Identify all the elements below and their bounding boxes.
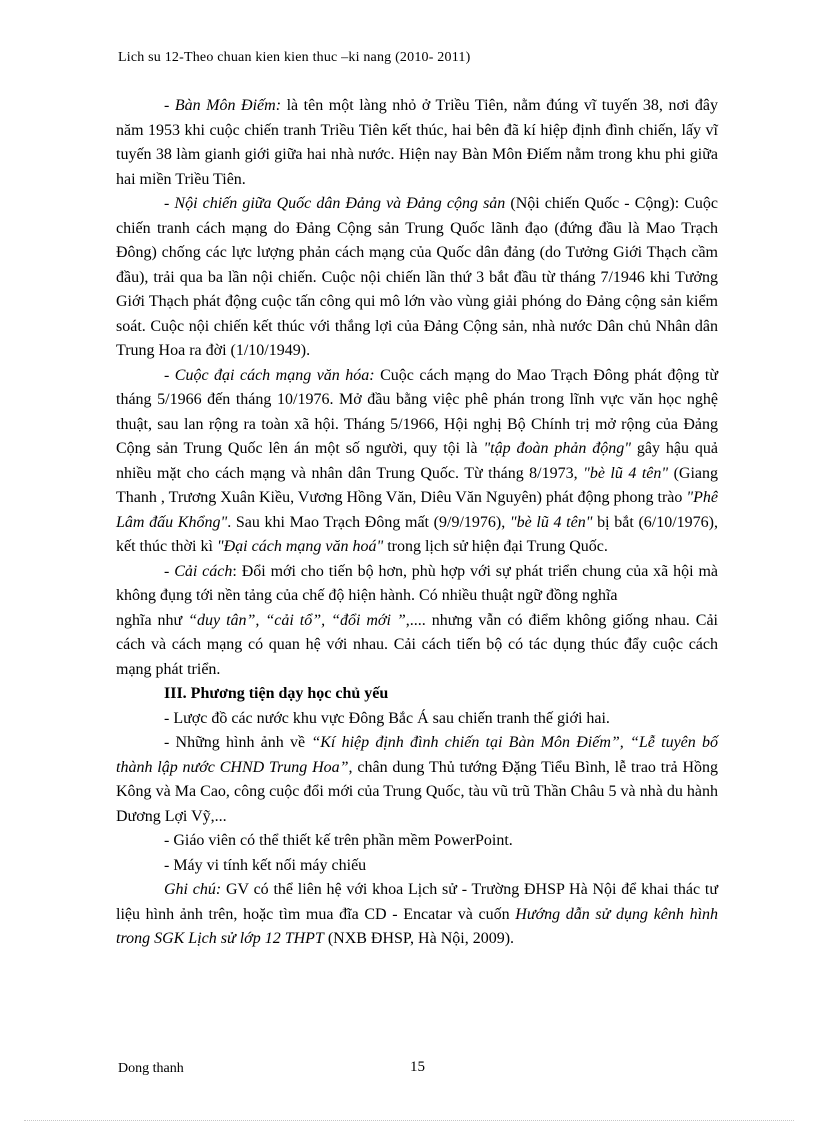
term: - Nội chiến giữa Quốc dân Đảng và Đảng cộng sản	[164, 195, 506, 212]
list-item: - Những hình ảnh về “Kí hiệp định đình chiến tại Bàn Môn Điếm”, “Lễ tuyên bố thành lập nước CHND Trung Hoa”, chân dung Thủ tướng Đặng Tiểu Bình, lễ trao trả Hồng Kông và Ma Cao, công cuộc đổi mới của Trung Quốc, tàu vũ trũ Thần Châu 5 và nhà du hành Dương Lợi Vỹ,...	[116, 734, 719, 825]
note-label: Ghi chú:	[164, 881, 222, 898]
section-heading: III. Phương tiện dạy học chủ yếu	[164, 685, 389, 702]
list-item: - Giáo viên có thể thiết kế trên phần mềm PowerPoint.	[164, 832, 513, 849]
term: - Cải cách	[164, 562, 233, 580]
list-item: - Máy vi tính kết nối máy chiếu	[164, 856, 367, 874]
footer-author: Dong thanh	[118, 1061, 184, 1076]
page-number: 15	[410, 1059, 425, 1075]
paragraph-noi-chien: - Nội chiến giữa Quốc dân Đảng và Đảng cộng sản (Nội chiến Quốc - Cộng): Cuộc chiến tranh cách mạng do Đảng Cộng sản Trung Quốc lãnh đạo (đứng đầu là Mao Trạch Đông) chống các lực lượng phản cách mạng của Quốc dân đảng (do Tưởng Giới Thạch cầm đầu), trải qua ba lần nội chiến. Cuộc nội chiến lần thứ 3 bắt đầu từ tháng 7/1946 khi Tưởng Giới Thạch phát động cuộc tấn công qui mô lớn vào vùng giải phóng do Đảng cộng sản kiểm soát. Cuộc nội chiến kết thúc với thắng lợi của Đảng Cộng sản, nhà nước Dân chủ Nhân dân Trung Hoa ra đời (1/10/1949).	[116, 195, 718, 359]
list-item: - Lược đồ các nước khu vực Đông Bắc Á sau chiến tranh thế giới hai.	[164, 709, 610, 727]
paragraph-cai-cach: - Cải cách: Đổi mới cho tiến bộ hơn, phù hợp với sự phát triển chung của xã hội mà không đụng tới nền tảng của chế độ hiện hành. Có nhiều thuật ngữ đồng nghĩa	[116, 562, 718, 604]
paragraph-cach-mang-van-hoa: - Cuộc đại cách mạng văn hóa: Cuộc cách mạng do Mao Trạch Đông phát động từ tháng 5/1966 đến tháng 10/1976. Mở đầu bằng việc phê phán trong lĩnh vực văn học nghệ thuật, sau lan rộng ra toàn xã hội. Tháng 5/1966, Hội nghị Bộ Chính trị mở rộng của Đảng Cộng sản Trung Quốc lên án một số người, quy tội là "tập đoàn phản động" gây hậu quả nhiều mặt cho cách mạng và nhân dân Trung Quốc. Từ tháng 8/1973, "bè lũ 4 tên" (Giang Thanh , Trương Xuân Kiều, Vương Hồng Văn, Diêu Văn Nguyên) phát động phong trào "Phê Lâm đấu Khổng". Sau khi Mao Trạch Đông mất (9/9/1976), "bè lũ 4 tên" bị bắt (6/10/1976), kết thúc thời kì "Đại cách mạng văn hoá" trong lịch sử hiện đại Trung Quốc.	[116, 366, 719, 555]
page-body	[116, 94, 718, 952]
paragraph-ban-mon-diem: - Bàn Môn Điếm: là tên một làng nhỏ ở Triều Tiên, nằm đúng vĩ tuyến 38, nơi đây năm 1953 khi cuộc chiến tranh Triều Tiên kết thúc, hai bên đã kí hiệp định đình chiến, lấy vĩ tuyến 38 làm gianh giới giữa hai nhà nước. Hiện nay Bàn Môn Điếm nằm trong khu phi giữa hai miền Triều Tiên.	[116, 97, 718, 188]
term: - Cuộc đại cách mạng văn hóa:	[164, 366, 375, 384]
bottom-divider	[24, 1120, 794, 1121]
paragraph-cai-cach-cont: nghĩa như “duy tân”, “cải tổ”, “đổi mới ”,.... nhưng vẫn có điểm không giống nhau. Cải cách và cách mạng có quan hệ với nhau. Cải cách tiến bộ có tác dụng thúc đẩy cuộc cách mạng phát triển.	[116, 611, 718, 678]
term: - Bàn Môn Điếm:	[164, 97, 282, 114]
note-paragraph: Ghi chú: GV có thể liên hệ với khoa Lịch sử - Trường ĐHSP Hà Nội để khai thác tư liệu hình ảnh trên, hoặc tìm mua đĩa CD - Encatar và cuốn Hướng dẫn sử dụng kênh hình trong SGK Lịch sử lớp 12 THPT (NXB ĐHSP, Hà Nội, 2009).	[116, 881, 719, 947]
running-header: Lich su 12-Theo chuan kien kien thuc –ki nang (2010- 2011)	[118, 50, 471, 65]
